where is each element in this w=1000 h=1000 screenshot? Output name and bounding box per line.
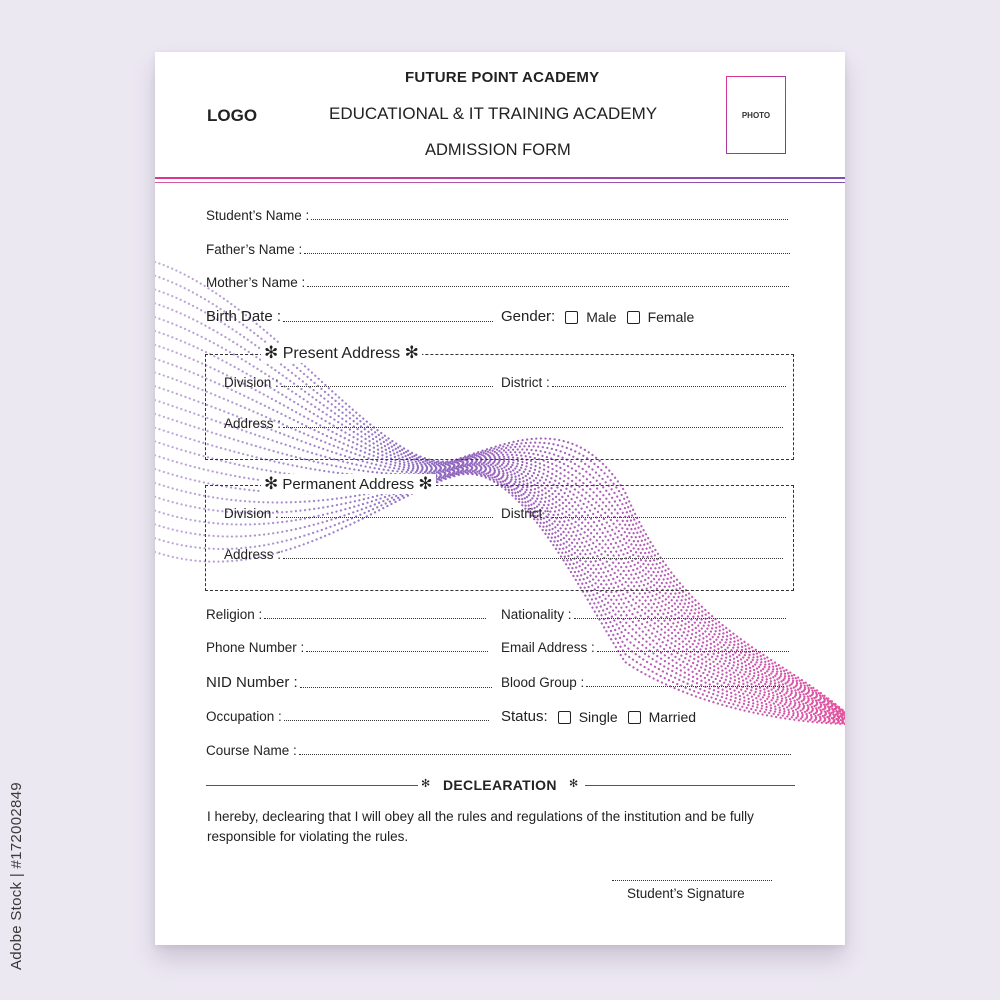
student-name-label: Student’s Name : [206,208,310,223]
declaration-title: DECLEARATION [443,777,557,793]
status-label: Status: [501,708,548,725]
phone-label: Phone Number : [206,640,305,655]
email-label: Email Address : [501,640,595,655]
declaration-text: I hereby, declearing that I will obey all the rules and regulations of the institution and be fully responsible for violating the rules. [207,809,754,844]
religion-line[interactable] [264,618,486,619]
email-field[interactable] [501,640,789,655]
admission-form-sheet [155,52,845,945]
mother-name-label: Mother’s Name : [206,275,306,290]
single-option-label: Single [578,709,618,725]
photo-label: PHOTO [741,110,771,120]
phone-field[interactable] [206,640,488,655]
phone-line[interactable] [306,651,488,652]
present-address-title [261,343,422,363]
female-checkbox[interactable] [627,311,640,324]
course-name-label: Course Name : [206,743,297,758]
gender-field [501,308,694,325]
birth-date-label: Birth Date : [206,308,282,325]
email-line[interactable] [597,651,789,652]
mother-name-field[interactable] [206,275,789,290]
birth-date-line[interactable] [283,321,493,322]
stock-watermark: Adobe Stock | #172002849 [8,782,25,970]
signature-label: Student’s Signature [627,886,745,901]
present-address-line[interactable] [283,427,783,428]
present-division-label: Division : [224,375,279,390]
male-option-label: Male [586,309,617,325]
religion-label: Religion : [206,607,263,622]
logo-placeholder: LOGO [207,106,258,125]
permanent-address-field[interactable] [224,547,783,562]
present-district-line[interactable] [552,386,786,387]
nid-line[interactable] [300,687,492,688]
declaration-rule-left [206,785,418,786]
student-name-field[interactable] [206,208,788,223]
permanent-division-label: Division : [224,506,279,521]
mother-name-line[interactable] [307,286,789,287]
form-title: ADMISSION FORM [425,141,571,159]
academy-name: FUTURE POINT ACADEMY [405,69,600,86]
birth-date-field[interactable] [206,308,493,325]
student-name-line[interactable] [311,219,788,220]
occupation-field[interactable] [206,709,489,724]
course-name-line[interactable] [299,754,791,755]
married-option-label: Married [648,709,697,725]
single-checkbox[interactable] [558,711,571,724]
permanent-address-label: Address : [224,547,282,562]
asterisk-icon: ✻ [418,474,433,493]
nationality-label: Nationality : [501,607,572,622]
occupation-line[interactable] [284,720,489,721]
declaration-rule-right [585,785,795,786]
course-name-field[interactable] [206,743,791,758]
nationality-line[interactable] [574,618,786,619]
permanent-division-field[interactable] [224,506,493,521]
asterisk-icon: ✻ [421,778,431,790]
father-name-field[interactable] [206,242,790,257]
present-division-line[interactable] [281,386,493,387]
nid-field[interactable] [206,674,492,691]
permanent-district-field[interactable] [501,506,786,521]
permanent-address-line[interactable] [283,558,783,559]
blood-group-field[interactable] [501,675,784,690]
present-address-label: Address : [224,416,282,431]
nationality-field[interactable] [501,607,786,622]
asterisk-icon: ✻ [404,343,419,362]
male-checkbox[interactable] [565,311,578,324]
permanent-address-title-text: Permanent Address [282,476,415,493]
nid-label: NID Number : [206,674,298,691]
present-district-field[interactable] [501,375,786,390]
present-address-title-text: Present Address [282,345,401,362]
present-address-box [205,343,794,460]
permanent-district-line[interactable] [552,517,786,518]
permanent-division-line[interactable] [281,517,493,518]
photo-box [726,76,786,154]
asterisk-icon: ✻ [569,778,579,790]
asterisk-icon: ✻ [264,343,279,362]
academy-subtitle: EDUCATIONAL & IT TRAINING ACADEMY [329,104,658,123]
status-field [501,708,696,725]
father-name-line[interactable] [304,253,790,254]
present-district-label: District : [501,375,550,390]
permanent-address-title [261,474,436,494]
present-division-field[interactable] [224,375,493,390]
header-divider-secondary [155,182,845,183]
married-checkbox[interactable] [628,711,641,724]
blood-group-line[interactable] [586,686,784,687]
father-name-label: Father’s Name : [206,242,303,257]
signature-line[interactable] [612,880,772,881]
permanent-address-box [205,474,794,591]
header-divider [155,177,845,179]
gender-label: Gender: [501,308,556,325]
occupation-label: Occupation : [206,709,282,724]
permanent-district-label: District : [501,506,550,521]
religion-field[interactable] [206,607,486,622]
blood-group-label: Blood Group : [501,675,585,690]
female-option-label: Female [647,309,695,325]
present-address-field[interactable] [224,416,783,431]
asterisk-icon: ✻ [264,474,279,493]
